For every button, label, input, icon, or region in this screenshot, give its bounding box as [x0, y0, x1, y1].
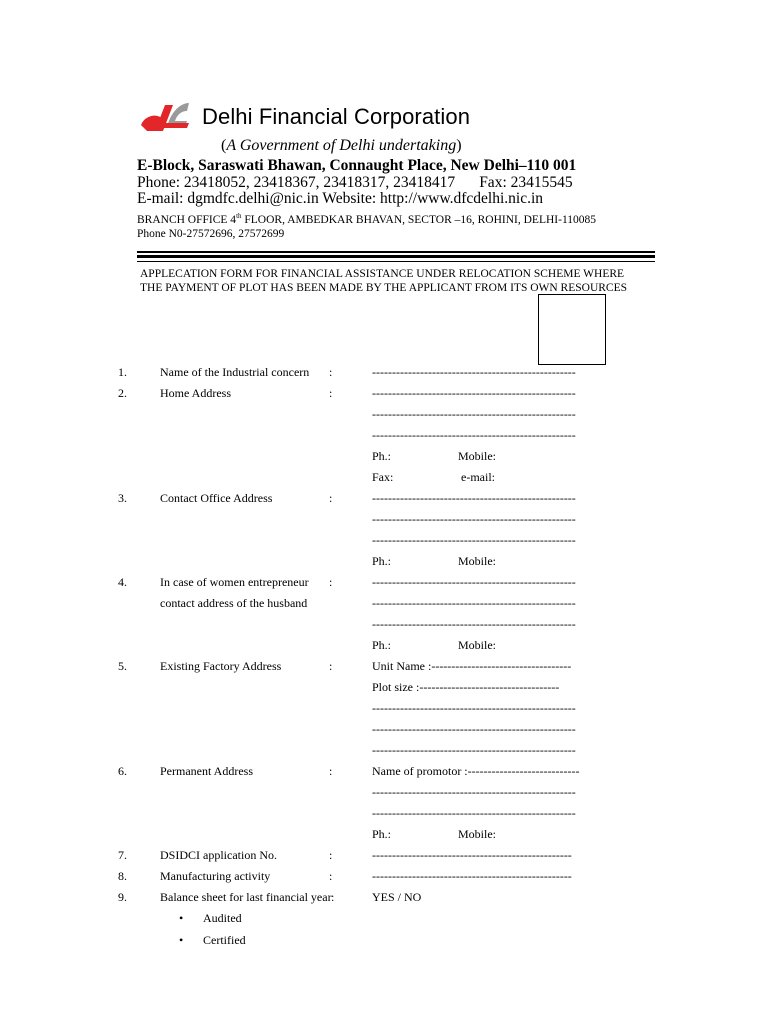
field-label: DSIDCI application No.: [160, 848, 277, 862]
item-number: 3.: [118, 491, 127, 505]
item-number: 5.: [118, 659, 127, 673]
field-colon: :: [329, 848, 333, 862]
husband-phone-label: Ph.:: [372, 638, 392, 652]
field-colon: :: [331, 890, 335, 904]
permanent-mobile-label: Mobile:: [458, 827, 496, 841]
bullet-icon: •: [179, 933, 184, 947]
factory-address-field[interactable]: ---------------------------------------------------: [372, 743, 576, 757]
permanent-address-field[interactable]: ---------------------------------------------------: [372, 806, 576, 820]
husband-address-field[interactable]: ---------------------------------------------------: [372, 596, 576, 610]
contact-office-field[interactable]: ---------------------------------------------------: [372, 491, 576, 505]
home-address-field[interactable]: ---------------------------------------------------: [372, 386, 576, 400]
header-divider: [137, 251, 655, 253]
dsidci-application-field[interactable]: --------------------------------------------------: [372, 848, 572, 862]
org-subtitle: (A Government of Delhi undertaking): [221, 137, 462, 154]
field-label: Manufacturing activity: [160, 869, 271, 883]
field-colon: :: [329, 869, 333, 883]
head-office-phone: Phone: 23418052, 23418367, 23418317, 23418417 Fax: 23415545: [137, 174, 573, 191]
balance-sheet-yes-no[interactable]: YES / NO: [372, 890, 422, 904]
item-number: 8.: [118, 869, 127, 883]
form-title: APPLECATION FORM FOR FINANCIAL ASSISTANCE UNDER RELOCATION SCHEME WHERE THE PAYMENT OF PLOT HAS BEEN MADE BY THE APPLICANT FROM ITS OWN RESOURCES: [140, 268, 628, 294]
factory-address-field[interactable]: ---------------------------------------------------: [372, 701, 576, 715]
head-office-fax: Fax: 23415545: [479, 174, 573, 191]
home-address-field[interactable]: ---------------------------------------------------: [372, 407, 576, 421]
item-number: 7.: [118, 848, 127, 862]
dfc-logo: [139, 97, 191, 137]
option-audited: Audited: [203, 911, 242, 925]
head-office-email: E-mail: dgmdfc.delhi@nic.in Website: http://www.dfcdelhi.nic.in: [137, 190, 544, 207]
manufacturing-activity-field[interactable]: --------------------------------------------------: [372, 869, 572, 883]
industrial-concern-field[interactable]: ---------------------------------------------------: [372, 365, 576, 379]
contact-office-field[interactable]: ---------------------------------------------------: [372, 533, 576, 547]
field-label: Permanent Address: [160, 764, 253, 778]
option-certified: Certified: [203, 933, 246, 947]
field-colon: :: [329, 764, 333, 778]
home-email-label: e-mail:: [461, 470, 495, 484]
item-number: 9.: [118, 890, 127, 904]
field-label: Existing Factory Address: [160, 659, 282, 673]
branch-office-address: BRANCH OFFICE 4th FLOOR, AMBEDKAR BHAVAN, SECTOR –16, ROHINI, DELHI-110085: [137, 212, 597, 226]
field-label: Contact Office Address: [160, 491, 273, 505]
bullet-icon: •: [179, 911, 184, 925]
field-colon: :: [329, 659, 333, 673]
home-mobile-label: Mobile:: [458, 449, 496, 463]
field-colon: :: [329, 386, 333, 400]
husband-address-field[interactable]: ---------------------------------------------------: [372, 617, 576, 631]
field-colon: :: [329, 491, 333, 505]
field-label: Name of the Industrial concern: [160, 365, 310, 379]
husband-address-field[interactable]: ---------------------------------------------------: [372, 575, 576, 589]
item-number: 1.: [118, 365, 127, 379]
promotor-name-field[interactable]: Name of promotor :----------------------------: [372, 764, 580, 778]
item-number: 6.: [118, 764, 127, 778]
photo-box: [538, 294, 606, 365]
permanent-phone-label: Ph.:: [372, 827, 392, 841]
header-divider: [137, 261, 655, 262]
home-phone-label: Ph.:: [372, 449, 392, 463]
unit-name-field[interactable]: Unit Name :-----------------------------------: [372, 659, 572, 673]
field-label: contact address of the husband: [160, 596, 308, 610]
home-address-field[interactable]: ---------------------------------------------------: [372, 428, 576, 442]
org-name: Delhi Financial Corporation: [202, 104, 471, 129]
permanent-address-field[interactable]: ---------------------------------------------------: [372, 785, 576, 799]
head-office-address: E-Block, Saraswati Bhawan, Connaught Place, New Delhi–110 001: [137, 157, 577, 174]
contact-office-field[interactable]: ---------------------------------------------------: [372, 512, 576, 526]
home-fax-label: Fax:: [372, 470, 394, 484]
office-phone-label: Ph.:: [372, 554, 392, 568]
branch-office-phone: Phone N0-27572696, 27572699: [137, 228, 285, 240]
item-number: 2.: [118, 386, 127, 400]
header-divider: [137, 255, 655, 258]
plot-size-field[interactable]: Plot size :-----------------------------------: [372, 680, 560, 694]
field-label: Balance sheet for last financial year: [160, 890, 332, 904]
husband-mobile-label: Mobile:: [458, 638, 496, 652]
item-number: 4.: [118, 575, 127, 589]
office-mobile-label: Mobile:: [458, 554, 496, 568]
field-colon: :: [329, 575, 333, 589]
field-colon: :: [329, 365, 333, 379]
field-label: Home Address: [160, 386, 231, 400]
field-label: In case of women entrepreneur: [160, 575, 309, 589]
factory-address-field[interactable]: ---------------------------------------------------: [372, 722, 576, 736]
